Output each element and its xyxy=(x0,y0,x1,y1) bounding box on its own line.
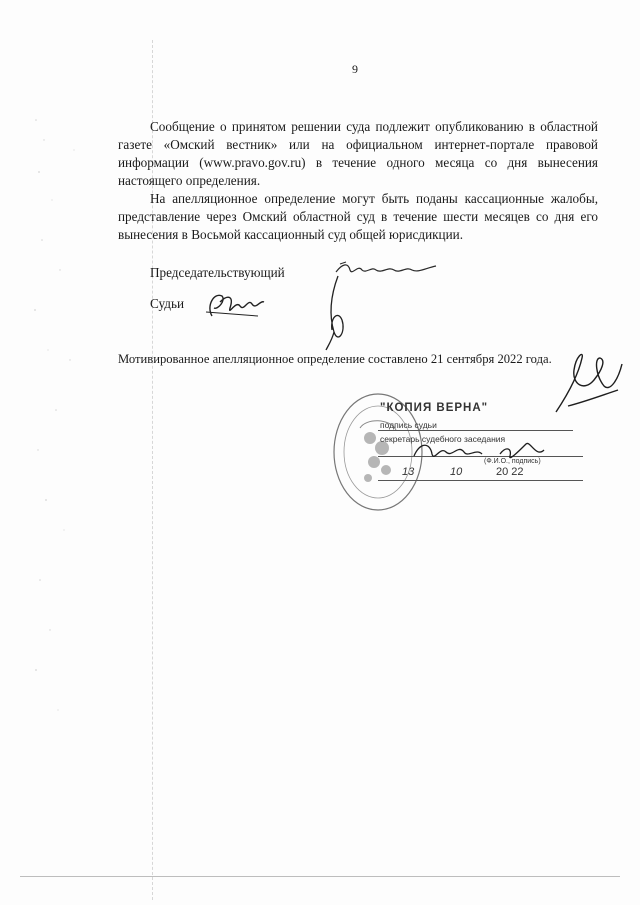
secretary-signature xyxy=(410,436,560,466)
stamp-title: "КОПИЯ ВЕРНА" xyxy=(380,402,489,414)
motivated-ruling-note: Мотивированное апелляционное определение составлено 21 сентября 2022 года. xyxy=(118,352,552,366)
publication-paragraph: Сообщение о принятом решении суда подлежит опубликованию в областной газете «Омский вестник» или на официальном интернет-портале правовой информации (www.pravo.gov.ru) в течение одного месяца со дня вынесения настоящего определения. xyxy=(118,119,598,188)
judge-signature-2 xyxy=(318,272,358,352)
scan-edge-line xyxy=(20,876,620,878)
stamp-name-signature-label: (Ф.И.О., подпись) xyxy=(484,458,541,465)
stamp-date-day: 13 xyxy=(402,466,415,478)
stamp-rule-3 xyxy=(378,480,583,481)
presiding-judge-label: Председательствующий xyxy=(150,265,285,280)
judge-signature-1 xyxy=(200,286,270,326)
judges-label: Судьи xyxy=(150,296,185,311)
stamp-date-month: 10 xyxy=(450,466,463,478)
stamp-secretary-label: секретарь судебного заседания xyxy=(380,434,506,444)
certifying-signature xyxy=(548,346,628,418)
scan-noise xyxy=(30,110,90,730)
page-number: 9 xyxy=(352,62,358,76)
stamp-judge-signature-label: подпись судьи xyxy=(380,420,437,430)
stamp-rule-1 xyxy=(378,430,573,431)
stamp-date-year: 20 22 xyxy=(496,466,524,478)
appeal-paragraph: На апелляционное определение могут быть поданы кассационные жалобы, представление через Омский областной суд в течение шести месяцев со дня его вынесения в Восьмой кассационный суд общей юрисдикции. xyxy=(118,191,598,242)
